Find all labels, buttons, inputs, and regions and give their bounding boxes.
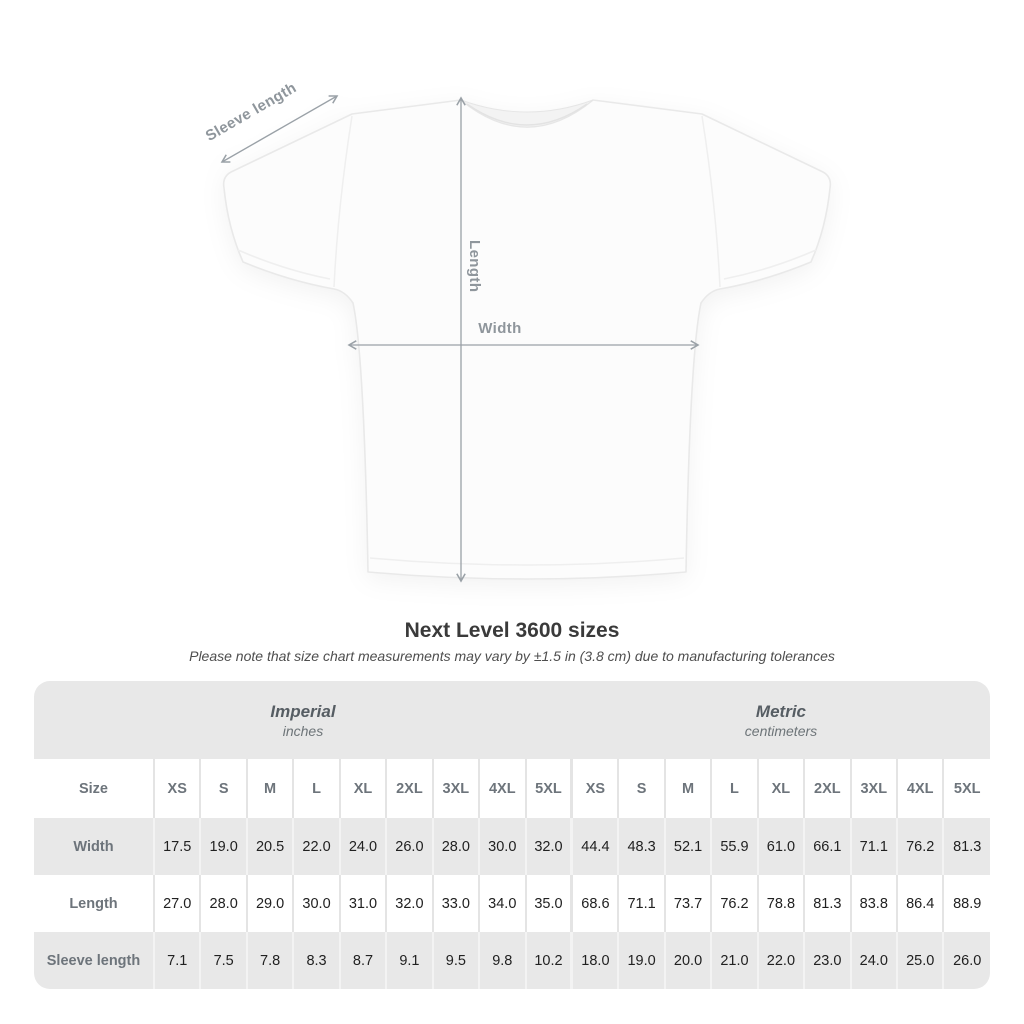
measurement-value-cell: 31.0	[340, 875, 386, 932]
measurement-value-cell: 20.0	[665, 932, 711, 989]
row-label: Length	[69, 895, 118, 912]
measurement-value-cell: 7.1	[154, 932, 200, 989]
size-header-cell-imperial: S	[200, 759, 246, 818]
measurement-value-cell: 20.5	[247, 818, 293, 875]
measurement-value-cell: 83.8	[851, 875, 897, 932]
width-label: Width	[478, 320, 522, 337]
measurement-value-cell: 23.0	[804, 932, 850, 989]
row-label: Sleeve length	[46, 952, 141, 969]
measurement-value-cell: 33.0	[433, 875, 479, 932]
measurement-value-cell: 81.3	[804, 875, 850, 932]
size-header-row	[34, 759, 990, 818]
metric-band	[572, 681, 990, 759]
measurement-value-cell: 52.1	[665, 818, 711, 875]
size-header-cell-imperial: XS	[154, 759, 200, 818]
metric-unit-label: centimeters	[744, 722, 818, 739]
measurement-value-cell: 32.0	[386, 875, 432, 932]
page-title: Next Level 3600 sizes	[404, 619, 620, 642]
row-label: Width	[73, 838, 114, 855]
measurement-value-cell: 24.0	[851, 932, 897, 989]
measurement-value-cell: 17.5	[154, 818, 200, 875]
size-header-cell-imperial: 5XL	[526, 759, 572, 818]
measurement-value-cell: 86.4	[897, 875, 943, 932]
imperial-band	[34, 681, 572, 759]
measurement-value-cell: 28.0	[433, 818, 479, 875]
size-chart-card	[34, 681, 990, 989]
metric-label: Metric	[755, 701, 806, 721]
measurement-value-cell: 88.9	[943, 875, 990, 932]
measurement-value-cell: 32.0	[526, 818, 572, 875]
measurement-value-cell: 44.4	[572, 818, 618, 875]
measurement-value-cell: 7.5	[200, 932, 246, 989]
length-label: Length	[466, 240, 483, 293]
measurement-value-cell: 22.0	[293, 818, 339, 875]
size-header-cell-imperial: M	[247, 759, 293, 818]
measurement-value-cell: 71.1	[618, 875, 664, 932]
imperial-unit-label: inches	[282, 722, 324, 739]
measurement-value-cell: 22.0	[758, 932, 804, 989]
measurement-value-cell: 29.0	[247, 875, 293, 932]
unit-band-row	[34, 681, 990, 759]
measurement-value-cell: 28.0	[200, 875, 246, 932]
size-header-cell-imperial: L	[293, 759, 339, 818]
size-header-cell-metric: 3XL	[851, 759, 897, 818]
measurement-value-cell: 27.0	[154, 875, 200, 932]
size-header-cell-imperial: 2XL	[386, 759, 432, 818]
measurement-value-cell: 21.0	[711, 932, 757, 989]
size-header-cell-metric: XL	[758, 759, 804, 818]
size-column-header: Size	[78, 780, 108, 797]
size-header-cell-imperial: 3XL	[433, 759, 479, 818]
measurement-value-cell: 35.0	[526, 875, 572, 932]
measurement-value-cell: 18.0	[572, 932, 618, 989]
measurement-row	[34, 818, 990, 875]
tolerance-note: Please note that size chart measurements may vary by ±1.5 in (3.8 cm) due to manufacturing tolerances	[189, 648, 835, 664]
tshirt-body-shape	[224, 100, 831, 579]
measurement-value-cell: 55.9	[711, 818, 757, 875]
measurement-value-cell: 71.1	[851, 818, 897, 875]
measurement-value-cell: 9.5	[433, 932, 479, 989]
measurement-value-cell: 73.7	[665, 875, 711, 932]
size-header-cell-metric: M	[665, 759, 711, 818]
measurement-value-cell: 66.1	[804, 818, 850, 875]
measurement-value-cell: 8.3	[293, 932, 339, 989]
measurement-value-cell: 8.7	[340, 932, 386, 989]
measurement-value-cell: 76.2	[897, 818, 943, 875]
size-header-cell-metric: 2XL	[804, 759, 850, 818]
size-header-cell-metric: XS	[572, 759, 618, 818]
measurement-value-cell: 81.3	[943, 818, 990, 875]
measurement-value-cell: 61.0	[758, 818, 804, 875]
size-header-cell-metric: L	[711, 759, 757, 818]
measurement-value-cell: 26.0	[386, 818, 432, 875]
measurement-value-cell: 68.6	[572, 875, 618, 932]
measurement-value-cell: 30.0	[293, 875, 339, 932]
sleeve-length-label: Sleeve length	[202, 79, 300, 145]
measurement-value-cell: 26.0	[943, 932, 990, 989]
measurement-value-cell: 34.0	[479, 875, 525, 932]
size-header-cell-imperial: XL	[340, 759, 386, 818]
measurement-row	[34, 875, 990, 932]
measurement-value-cell: 7.8	[247, 932, 293, 989]
size-header-cell-metric: 5XL	[943, 759, 990, 818]
measurement-value-cell: 24.0	[340, 818, 386, 875]
size-header-cell-metric: S	[618, 759, 664, 818]
size-chart-table	[34, 681, 990, 989]
size-header-cell-metric: 4XL	[897, 759, 943, 818]
measurement-value-cell: 19.0	[618, 932, 664, 989]
measurement-value-cell: 30.0	[479, 818, 525, 875]
measurement-value-cell: 48.3	[618, 818, 664, 875]
measurement-value-cell: 19.0	[200, 818, 246, 875]
measurement-value-cell: 9.8	[479, 932, 525, 989]
imperial-label: Imperial	[270, 701, 336, 721]
size-header-cell-imperial: 4XL	[479, 759, 525, 818]
measurement-value-cell: 25.0	[897, 932, 943, 989]
measurement-row	[34, 932, 990, 989]
measurement-value-cell: 9.1	[386, 932, 432, 989]
measurement-value-cell: 10.2	[526, 932, 572, 989]
measurement-value-cell: 78.8	[758, 875, 804, 932]
measurement-value-cell: 76.2	[711, 875, 757, 932]
